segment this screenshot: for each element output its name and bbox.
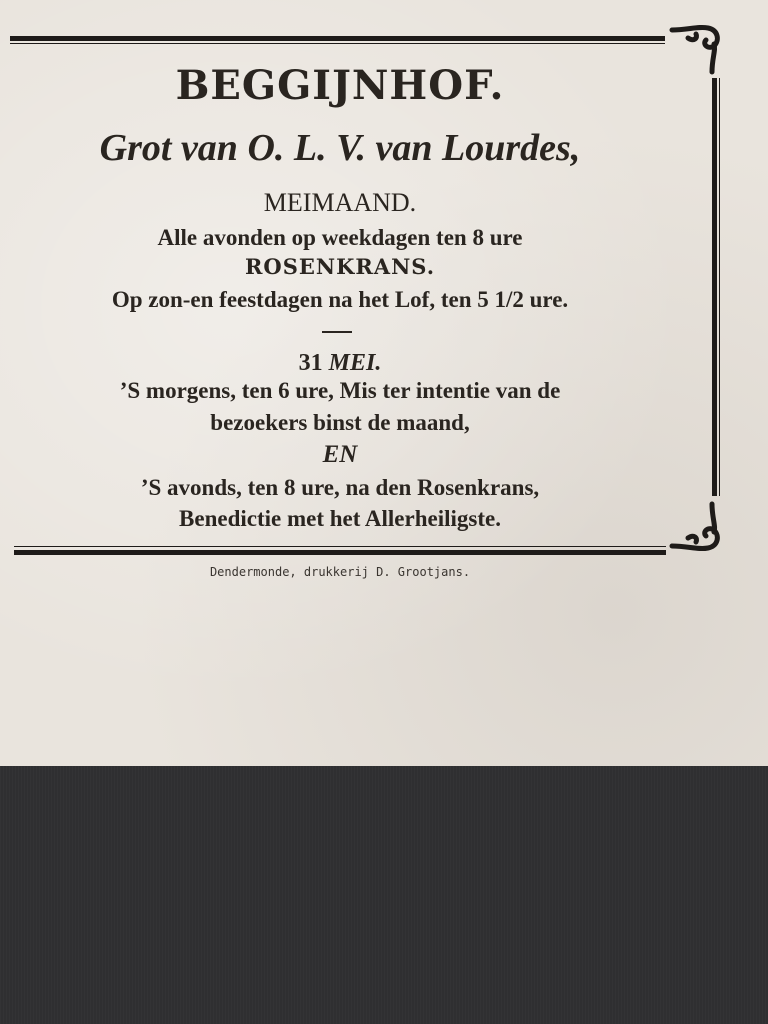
border-right-rule	[712, 78, 717, 496]
border-bottom-thin-rule	[14, 546, 666, 547]
background-cloth	[0, 766, 768, 1024]
sunday-schedule-line: Op zon-en feestdagen na het Lof, ten 5 1/2 ure.	[111, 287, 569, 312]
rosary-heading: ROSENKRANS.	[244, 254, 436, 279]
border-top-thin-rule	[10, 43, 665, 44]
border-right-thin-rule	[719, 78, 720, 496]
section-divider	[322, 331, 352, 333]
border-top-rule	[10, 36, 665, 41]
date-month: MEI.	[328, 350, 382, 376]
evening-rosary-line: ’S avonds, ten 8 ure, na den Rosenkrans,	[140, 475, 540, 500]
morning-mass-line: ’S morgens, ten 6 ure, Mis ter intentie van de	[119, 378, 561, 403]
weekday-schedule-line: Alle avonden op weekdagen ten 8 ure	[157, 225, 523, 250]
conjunction-en: EN	[322, 441, 358, 468]
poster-subtitle: Grot van O. L. V. van Lourdes,	[99, 127, 581, 169]
visitors-line: bezoekers binst de maand,	[210, 410, 470, 435]
month-heading: MEIMAAND.	[263, 188, 417, 217]
benediction-line: Benedictie met het Allerheiligste.	[179, 506, 501, 531]
date-number: 31	[298, 350, 329, 376]
date-heading	[0, 350, 680, 377]
border-bottom-rule	[14, 550, 666, 555]
printer-imprint: Dendermonde, drukkerij D. Grootjans.	[209, 565, 471, 579]
poster-title: BEGGIJNHOF.	[175, 62, 505, 109]
